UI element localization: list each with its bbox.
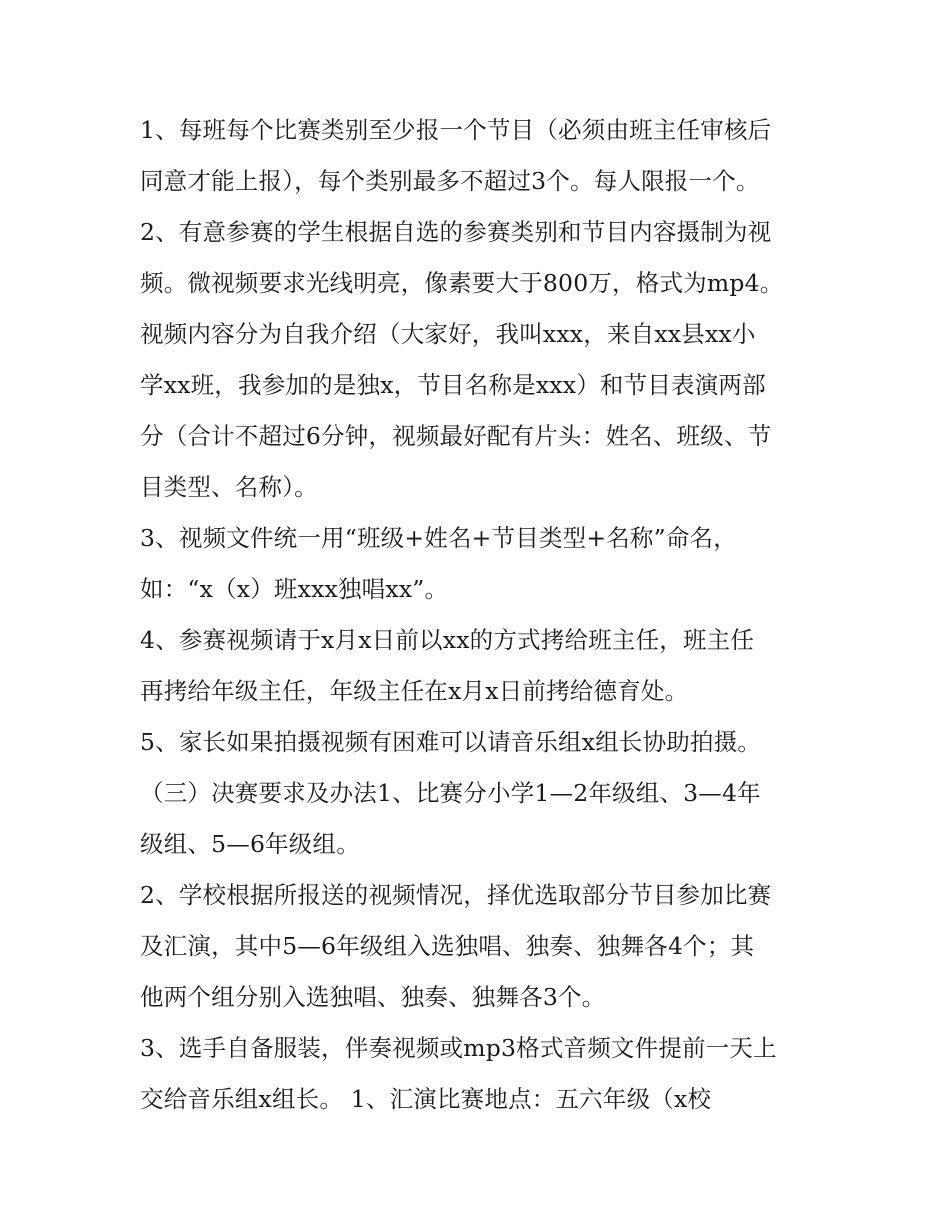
text-line: 学xx班，我参加的是独x，节目名称是xxx）和节目表演两部 bbox=[140, 371, 766, 399]
text-line: 级组、5—6年级组。 bbox=[140, 830, 360, 858]
text-line: 1、每班每个比赛类别至少报一个节目（必须由班主任审核后 bbox=[140, 116, 772, 144]
document-body bbox=[140, 105, 820, 1125]
text-line: 及汇演，其中5—6年级组入选独唱、独奏、独舞各4个；其 bbox=[140, 932, 755, 960]
text-line: 分（合计不超过6分钟，视频最好配有片头：姓名、班级、节 bbox=[140, 422, 772, 450]
text-line: 2、学校根据所报送的视频情况，择优选取部分节目参加比赛 bbox=[140, 881, 772, 909]
text-line: 3、选手自备服装，伴奏视频或mp3格式音频文件提前一天上 bbox=[140, 1034, 777, 1062]
text-line: 再拷给年级主任，年级主任在x月x日前拷给德育处。 bbox=[140, 677, 689, 705]
text-line: 2、有意参赛的学生根据自选的参赛类别和节目内容摄制为视 bbox=[140, 218, 772, 246]
text-line: 目类型、名称）。 bbox=[140, 473, 318, 501]
text-line: （三）决赛要求及办法1、比赛分小学1—2年级组、3—4年 bbox=[140, 779, 761, 807]
text-line: 4、参赛视频请于x月x日前以xx的方式拷给班主任，班主任 bbox=[140, 626, 755, 654]
text-line: 同意才能上报），每个类别最多不超过3个。每人限报一个。 bbox=[140, 167, 760, 195]
text-line: 交给音乐组x组长。 1、汇演比赛地点：五六年级（x校 bbox=[140, 1085, 712, 1113]
text-line: 如：“x（x）班xxx独唱xx”。 bbox=[140, 575, 449, 603]
text-line: 5、家长如果拍摄视频有困难可以请音乐组x组长协助拍摄。 bbox=[140, 728, 762, 756]
text-line: 视频内容分为自我介绍（大家好，我叫xxx，来自xx县xx小 bbox=[140, 320, 756, 348]
text-line: 3、视频文件统一用“班级+姓名+节目类型+名称”命名， bbox=[140, 524, 737, 552]
text-line: 他两个组分别入选独唱、独奏、独舞各3个。 bbox=[140, 983, 606, 1011]
text-line: 频。微视频要求光线明亮，像素要大于800万，格式为mp4。 bbox=[140, 269, 784, 297]
